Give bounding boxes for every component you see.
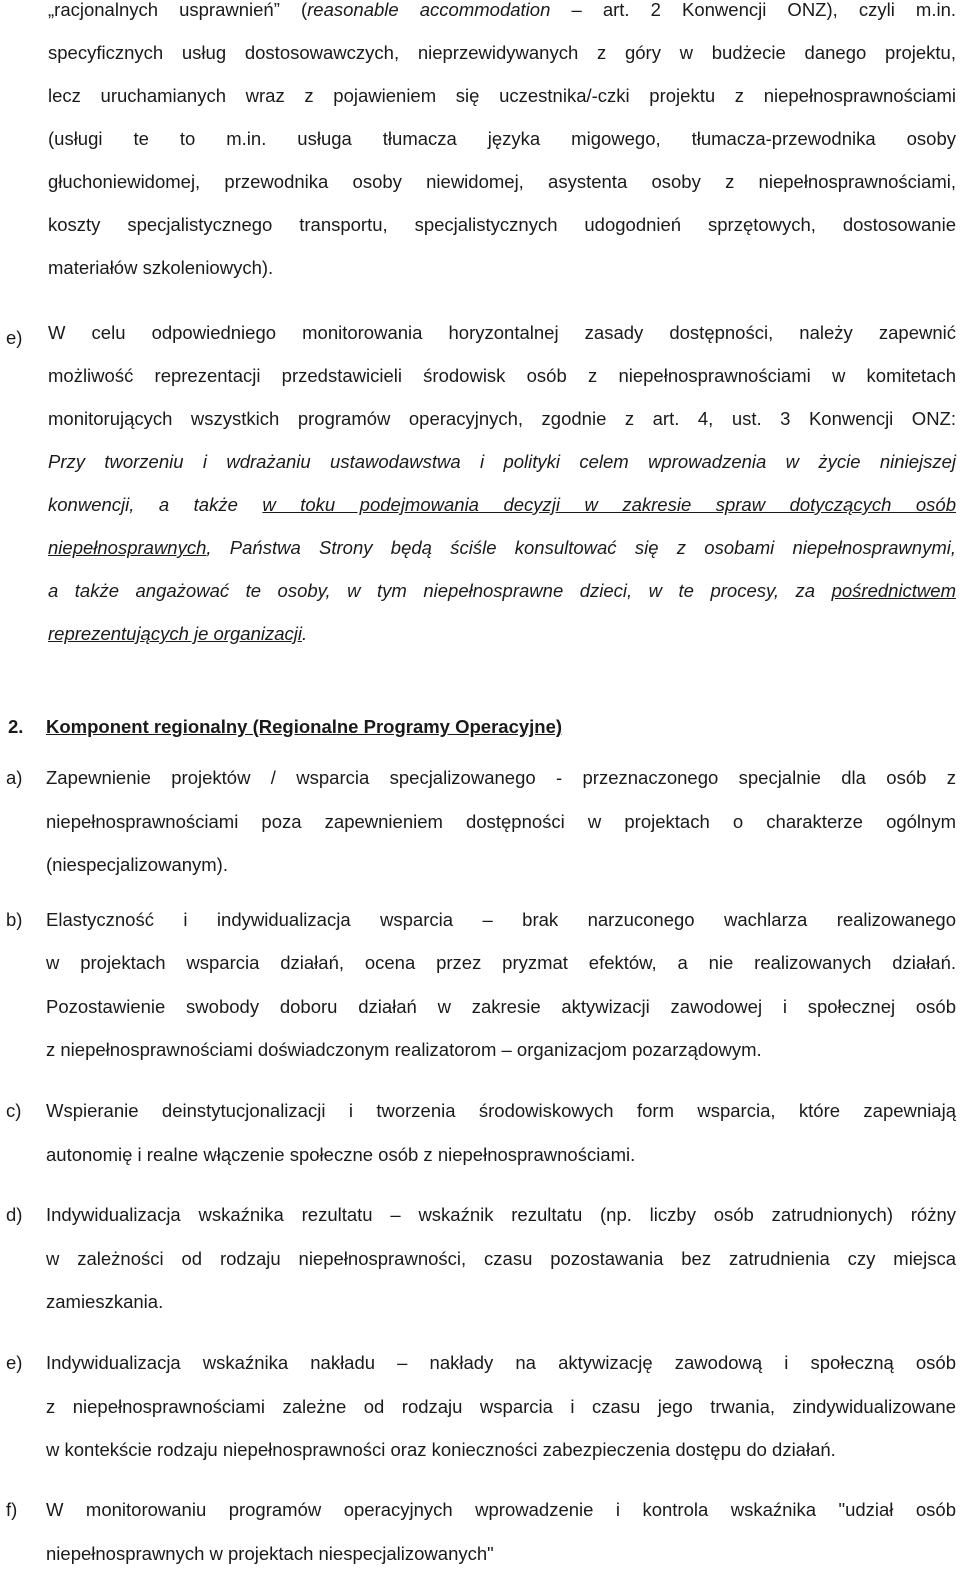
paragraph-line: niepełnosprawnościami poza zapewnieniem dostępności w projektach o charakterze ogólnym	[46, 800, 956, 844]
list-marker-c: c)	[6, 1089, 21, 1132]
list-item-d	[46, 1193, 956, 1324]
list-marker-e: e)	[6, 1341, 22, 1384]
paragraph-line: W monitorowaniu programów operacyjnych wprowadzenie i kontrola wskaźnika "udział osób	[46, 1488, 956, 1532]
list-marker-e-monitoring: e)	[6, 316, 22, 359]
paragraph-line: Indywidualizacja wskaźnika rezultatu – wskaźnik rezultatu (np. liczby osób zatrudnionych) różny	[46, 1193, 956, 1237]
paragraph-line: niepełnosprawnych w projektach niespecjalizowanych"	[46, 1532, 956, 1575]
paragraph-line: Pozostawienie swobody doboru działań w zakresie aktywizacji zawodowej i społecznej osób	[46, 985, 956, 1028]
quote-line: konwencji, a także w toku podejmowania decyzji w zakresie spraw dotyczących osób	[48, 483, 956, 526]
list-item-e	[46, 1341, 956, 1472]
monitoring-paragraph	[48, 311, 956, 655]
paragraph-line: Indywidualizacja wskaźnika nakładu – nakłady na aktywizację zawodową i społeczną osób	[46, 1341, 956, 1385]
list-marker-f: f)	[6, 1488, 17, 1531]
paragraph-line: Elastyczność i indywidualizacja wsparcia – brak narzuconego wachlarza realizowanego	[46, 898, 956, 941]
paragraph-line: w zależności od rodzaju niepełnosprawności, czasu pozostawania bez zatrudnienia czy miejsca	[46, 1237, 956, 1281]
list-marker-d: d)	[6, 1193, 22, 1236]
quote-line: Przy tworzeniu i wdrażaniu ustawodawstwa i polityki celem wprowadzenia w życie niniejszej	[48, 440, 956, 483]
paragraph-line: zamieszkania.	[46, 1280, 956, 1324]
accommodation-paragraph	[48, 0, 956, 289]
list-marker-b: b)	[6, 898, 22, 941]
list-item-b	[46, 898, 956, 1071]
paragraph-line: materiałów szkoleniowych).	[48, 246, 956, 289]
paragraph-line: możliwość reprezentacji przedstawicieli środowisk osób z niepełnosprawnościami w komitetach	[48, 354, 956, 397]
list-item-f	[46, 1488, 956, 1575]
paragraph-line: specyficznych usług dostosowawczych, nieprzewidywanych z góry w budżecie danego projektu,	[48, 31, 956, 74]
paragraph-line: autonomię i realne włączenie społeczne osób z niepełnosprawnościami.	[46, 1133, 956, 1177]
paragraph-line: z niepełnosprawnościami zależne od rodzaju wsparcia i czasu jego trwania, zindywidualizowane	[46, 1385, 956, 1429]
section-title: Komponent regionalny (Regionalne Programy Operacyjne)	[46, 716, 562, 737]
paragraph-line: monitorujących wszystkich programów operacyjnych, zgodnie z art. 4, ust. 3 Konwencji ONZ:	[48, 397, 956, 440]
paragraph-line: W celu odpowiedniego monitorowania horyzontalnej zasady dostępności, należy zapewnić	[48, 311, 956, 354]
list-marker-a: a)	[6, 756, 22, 799]
paragraph-line: (usługi te to m.in. usługa tłumacza języka migowego, tłumacza-przewodnika osoby	[48, 117, 956, 160]
section-number: 2.	[8, 712, 46, 742]
paragraph-line: Wspieranie deinstytucjonalizacji i tworzenia środowiskowych form wsparcia, które zapewniają	[46, 1089, 956, 1133]
paragraph-line: Zapewnienie projektów / wsparcia specjalizowanego - przeznaczonego specjalnie dla osób z	[46, 756, 956, 800]
quote-line: reprezentujących je organizacji.	[48, 612, 956, 655]
list-item-a	[46, 756, 956, 887]
paragraph-line: (niespecjalizowanym).	[46, 843, 956, 887]
paragraph-line: lecz uruchamianych wraz z pojawieniem się uczestnika/-czki projektu z niepełnosprawnościami	[48, 74, 956, 117]
quote-line: a także angażować te osoby, w tym niepełnosprawne dzieci, w te procesy, za pośrednictwem	[48, 569, 956, 612]
paragraph-line: z niepełnosprawnościami doświadczonym realizatorom – organizacjom pozarządowym.	[46, 1028, 956, 1071]
list-item-c	[46, 1089, 956, 1176]
paragraph-line: w kontekście rodzaju niepełnosprawności oraz konieczności zabezpieczenia dostępu do działań.	[46, 1428, 956, 1472]
section-heading	[8, 712, 562, 742]
quote-line: niepełnosprawnych, Państwa Strony będą ściśle konsultować się z osobami niepełnosprawnymi,	[48, 526, 956, 569]
paragraph-line: „racjonalnych usprawnień” (reasonable accommodation – art. 2 Konwencji ONZ), czyli m.in.	[48, 0, 956, 31]
paragraph-line: głuchoniewidomej, przewodnika osoby niewidomej, asystenta osoby z niepełnosprawnościami,	[48, 160, 956, 203]
paragraph-line: koszty specjalistycznego transportu, specjalistycznych udogodnień sprzętowych, dostosowanie	[48, 203, 956, 246]
paragraph-line: w projektach wsparcia działań, ocena przez pryzmat efektów, a nie realizowanych działań.	[46, 941, 956, 984]
